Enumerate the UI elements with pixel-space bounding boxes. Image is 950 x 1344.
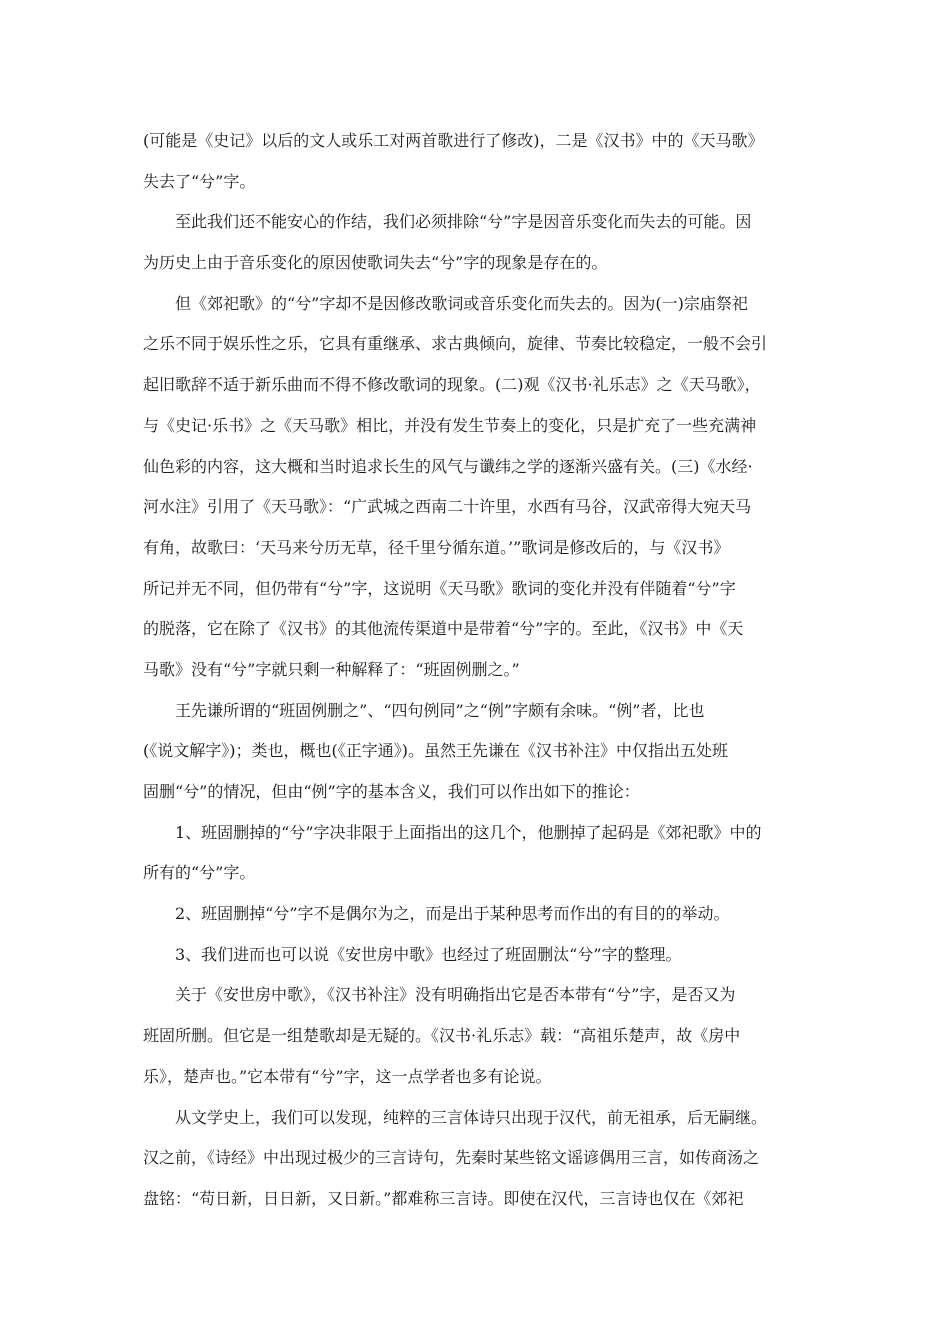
text-line: 起旧歌辞不适于新乐曲而不得不修改歌词的现象。(二)观《汉书·礼乐志》之《天马歌》， — [143, 375, 761, 395]
text-line: 之乐不同于娱乐性之乐，它具有重继承、求古典倾向，旋律、节奏比较稳定，一般不会引 — [143, 334, 768, 354]
text-line: 河水注》引用了《天马歌》：“广武城之西南二十许里，水西有马谷，汉武帝得大宛天马 — [143, 497, 752, 517]
text-line: 仙色彩的内容，这大概和当时追求长生的风气与谶纬之学的逐渐兴盛有关。(三)《水经· — [143, 456, 753, 476]
text-line: 汉之前，《诗经》中出现过极少的三言诗句，先秦时某些铭文谣谚偶用三言，如传商汤之 — [143, 1148, 760, 1168]
text-line: (《说文解字》)；类也，概也(《正字通》)。虽然王先谦在《汉书补注》中仅指出五处班 — [143, 741, 728, 761]
text-line: 固删“兮”的情况，但由“例”字的基本含义，我们可以作出如下的推论： — [143, 782, 640, 801]
text-line: 为历史上由于音乐变化的原因使歌词失去“兮”字的现象是存在的。 — [143, 253, 608, 273]
paragraph-first-line: 王先谦所谓的“班固例删之”、“四句例同”之“例”字颇有余味。“例”者，比也 — [175, 700, 705, 720]
text-line: 所有的“兮”字。 — [143, 863, 256, 883]
paragraph-first-line: 至此我们还不能安心的作结，我们必须排除“兮”字是因音乐变化而失去的可能。因 — [175, 212, 752, 232]
text-line: 班固所删。但它是一组楚歌却是无疑的。《汉书·礼乐志》载：“高祖乐楚声，故《房中 — [143, 1026, 741, 1046]
text-line: 盘铭：“苟日新，日日新，又日新。”都难称三言诗。即使在汉代，三言诗也仅在《郊祀 — [143, 1188, 744, 1208]
paragraph-first-line: 但《郊祀歌》的“兮”字却不是因修改歌词或音乐变化而失去的。因为(一)宗庙祭祀 — [175, 293, 748, 313]
document-body — [143, 121, 813, 1220]
text-line: 马歌》没有“兮”字就只剩一种解释了：“班固例删之。” — [143, 659, 520, 679]
text-line: 的脱落，它在除了《汉书》的其他流传渠道中是带着“兮”字的。至此，《汉书》中《天 — [143, 619, 744, 639]
text-line: 有角，故歌曰：‘天马来兮历无草，径千里兮循东道。’”歌词是修改后的，与《汉书》 — [143, 537, 730, 557]
list-item-1: 1、班固删掉的“兮”字决非限于上面指出的这几个，他删掉了起码是《郊祀歌》中的 — [175, 822, 762, 842]
text-line: 与《史记·乐书》之《天马歌》相比，并没有发生节奏上的变化，只是扩充了一些充满神 — [143, 415, 757, 435]
paragraph-first-line: 关于《安世房中歌》，《汉书补注》没有明确指出它是否本带有“兮”字，是否又为 — [175, 985, 736, 1005]
list-item-3: 3、我们进而也可以说《安世房中歌》也经过了班固删汰“兮”字的整理。 — [175, 944, 682, 964]
text-line: 乐》，楚声也。”它本带有“兮”字，这一点学者也多有论说。 — [143, 1066, 552, 1086]
text-line: (可能是《史记》以后的文人或乐工对两首歌进行了修改)，二是《汉书》中的《天马歌》 — [143, 131, 764, 150]
paragraph-first-line: 从文学史上，我们可以发现，纯粹的三言体诗只出现于汉代，前无祖承，后无嗣继。 — [175, 1107, 768, 1127]
list-item-2: 2、班固删掉“兮”字不是偶尔为之，而是出于某种思考而作出的有目的的举动。 — [175, 904, 730, 924]
text-line: 所记并无不同，但仍带有“兮”字，这说明《天马歌》歌词的变化并没有伴随着“兮”字 — [143, 578, 736, 598]
text-line: 失去了“兮”字。 — [143, 171, 256, 191]
